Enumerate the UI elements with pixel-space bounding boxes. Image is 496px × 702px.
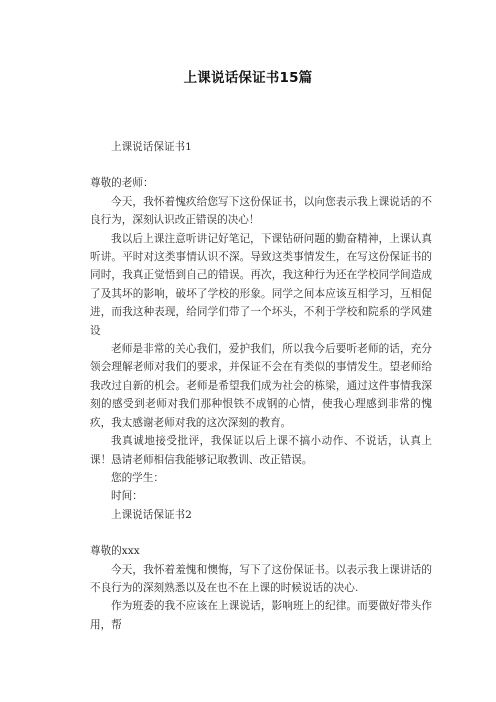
signature-line: 您的学生： — [111, 471, 164, 484]
section-heading-1: 上课说话保证书1 — [111, 141, 192, 153]
section-heading-2: 上课说话保证书2 — [111, 508, 192, 521]
salutation-2: 尊敬的xxx — [90, 545, 140, 558]
paragraph-3: 老师是非常的关心我们，爱护我们，所以我今后要听老师的话，充分领会理解老师对我们的要求，并保证不会在有类似的事情发生。望老师给我改过自新的机会。老师是希望我们成为社会的栋梁，通过这件事情我深刻的感受到老师对我们那种恨铁不成钢的心情，使我心理感到非常的愧疚，我太感谢老师对我的这次深刻的教育。 — [90, 343, 432, 429]
salutation-1: 尊敬的老师： — [90, 177, 154, 190]
document-title: 上课说话保证书15篇 — [183, 70, 313, 86]
paragraph-1: 今天，我怀着愧疚给您写下这份保证书，以向您表示我上课说话的不良行为，深刻认识改正错误的决心！ — [90, 195, 432, 227]
paragraph-4: 我真诚地接受批评，我保证以后上课不搞小动作、不说话，认真上课！恳请老师相信我能够记取教训、改正错误。 — [90, 435, 432, 466]
paragraph-6: 作为班委的我不应该在上课说话，影响班上的纪律。而要做好带头作用，帮 — [90, 600, 432, 631]
document-body — [90, 138, 432, 634]
paragraph-5: 今天，我怀着羞愧和懊悔，写下了这份保证书。以表示我上课讲话的不良行为的深刻熟悉以及在也不在上课的时候说话的决心. — [90, 563, 432, 594]
time-line: 时间： — [111, 490, 143, 503]
paragraph-2: 我以后上课注意听讲记好笔记，下课钻研问题的勤奋精神，上课认真听讲。平时对这类事情认识不深。导致这类事情发生，在写这份保证书的同时，我真正觉悟到自己的错误。再次，我这种行为还在学校同学间造成了及其坏的影响，破坏了学校的形象。同学之间本应该互相学习，互相促进，而我这种表现，给同学们带了一个坏头，不利于学校和院系的学风建设 — [90, 232, 432, 337]
